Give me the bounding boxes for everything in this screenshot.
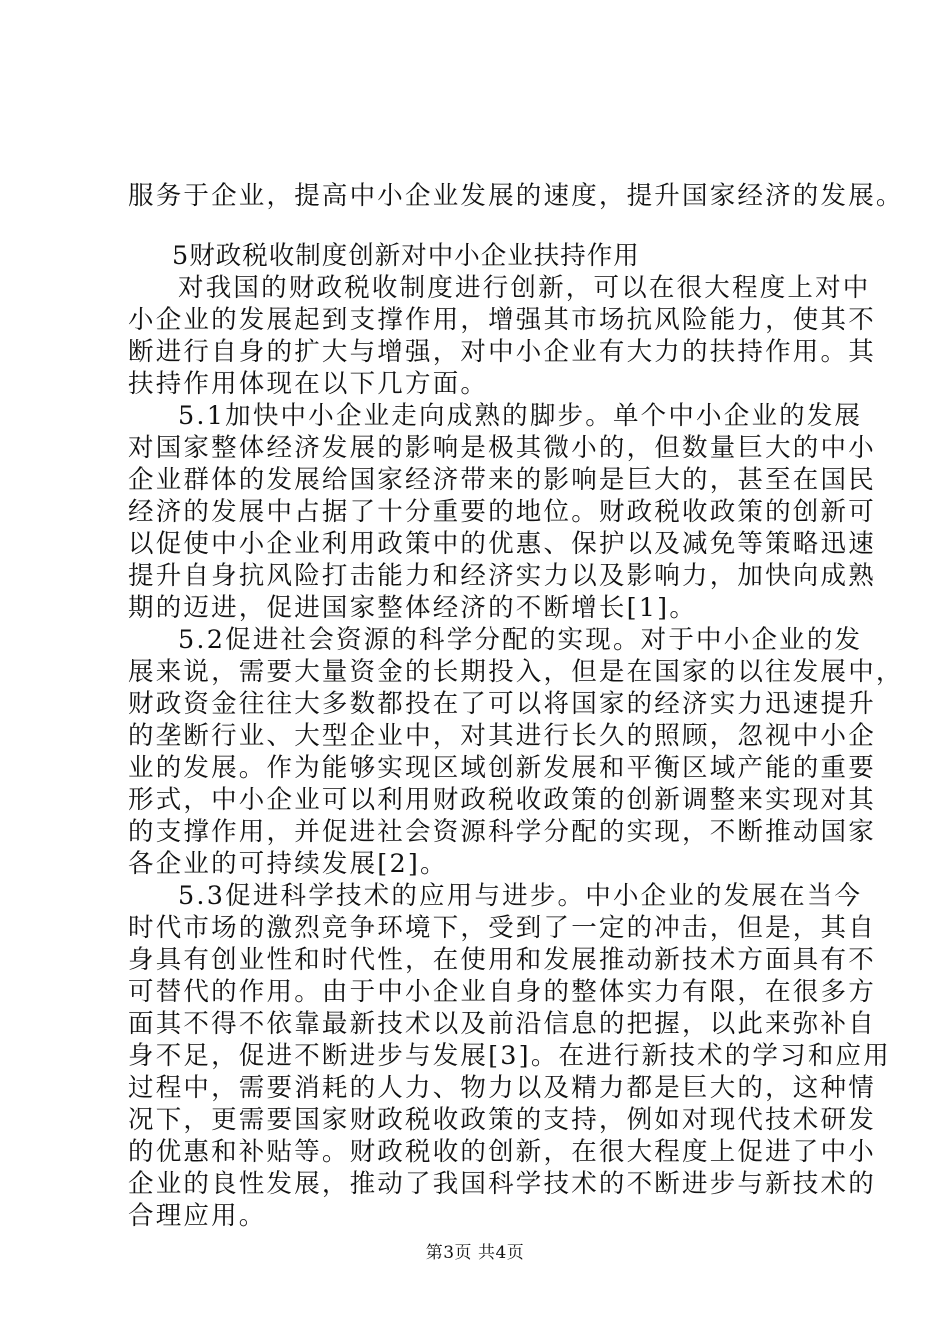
text-line: 过程中，需要消耗的人力、物力以及精力都是巨大的，这种情 <box>128 1073 876 1103</box>
text-line: 提升自身抗风险打击能力和经济实力以及影响力，加快向成熟 <box>128 561 876 591</box>
text-line: 展来说，需要大量资金的长期投入，但是在国家的以往发展中， <box>128 657 904 687</box>
text-line: 财政资金往往大多数都投在了可以将国家的经济实力迅速提升 <box>128 689 876 719</box>
text-line: 可替代的作用。由于中小企业自身的整体实力有限，在很多方 <box>128 977 876 1007</box>
text-line: 经济的发展中占据了十分重要的地位。财政税收政策的创新可 <box>128 497 876 527</box>
text-line: 业的发展。作为能够实现区域创新发展和平衡区域产能的重要 <box>128 753 876 783</box>
text-line: 企业群体的发展给国家经济带来的影响是巨大的，甚至在国民 <box>128 465 876 495</box>
text-line: 5.2促进社会资源的科学分配的实现。对于中小企业的发 <box>178 625 863 655</box>
text-line: 对国家整体经济发展的影响是极其微小的，但数量巨大的中小 <box>128 433 876 463</box>
text-line: 扶持作用体现在以下几方面。 <box>128 369 489 399</box>
page-number-footer: 第3页 共4页 <box>425 1243 525 1263</box>
text-line: 况下，更需要国家财政税收政策的支持，例如对现代技术研发 <box>128 1105 876 1135</box>
text-line: 的垄断行业、大型企业中，对其进行长久的照顾，忽视中小企 <box>128 721 876 751</box>
text-line: 企业的良性发展，推动了我国科学技术的不断进步与新技术的 <box>128 1169 876 1199</box>
text-line: 形式，中小企业可以利用财政税收政策的创新调整来实现对其 <box>128 785 876 815</box>
text-line: 期的迈进，促进国家整体经济的不断增长[1]。 <box>128 593 698 623</box>
section-heading: 5财政税收制度创新对中小企业扶持作用 <box>172 241 640 271</box>
text-line: 5.3促进科学技术的应用与进步。中小企业的发展在当今 <box>178 881 863 911</box>
text-line: 对我国的财政税收制度进行创新，可以在很大程度上对中 <box>178 273 871 303</box>
text-line: 合理应用。 <box>128 1201 267 1231</box>
text-line: 面其不得不依靠最新技术以及前沿信息的把握，以此来弥补自 <box>128 1009 876 1039</box>
text-line: 以促使中小企业利用政策中的优惠、保护以及减免等策略迅速 <box>128 529 876 559</box>
text-line: 的优惠和补贴等。财政税收的创新，在很大程度上促进了中小 <box>128 1137 876 1167</box>
text-line: 的支撑作用，并促进社会资源科学分配的实现，不断推动国家 <box>128 817 876 847</box>
text-line: 时代市场的激烈竞争环境下，受到了一定的冲击，但是，其自 <box>128 913 876 943</box>
text-line: 小企业的发展起到支撑作用，增强其市场抗风险能力，使其不 <box>128 305 876 335</box>
text-line: 身不足，促进不断进步与发展[3]。在进行新技术的学习和应用 <box>128 1041 891 1071</box>
text-line: 各企业的可持续发展[2]。 <box>128 849 448 879</box>
intro-line: 服务于企业，提高中小企业发展的速度，提升国家经济的发展。 <box>128 181 904 211</box>
text-line: 断进行自身的扩大与增强，对中小企业有大力的扶持作用。其 <box>128 337 876 367</box>
text-line: 5.1加快中小企业走向成熟的脚步。单个中小企业的发展 <box>178 401 863 431</box>
text-line: 身具有创业性和时代性，在使用和发展推动新技术方面具有不 <box>128 945 876 975</box>
